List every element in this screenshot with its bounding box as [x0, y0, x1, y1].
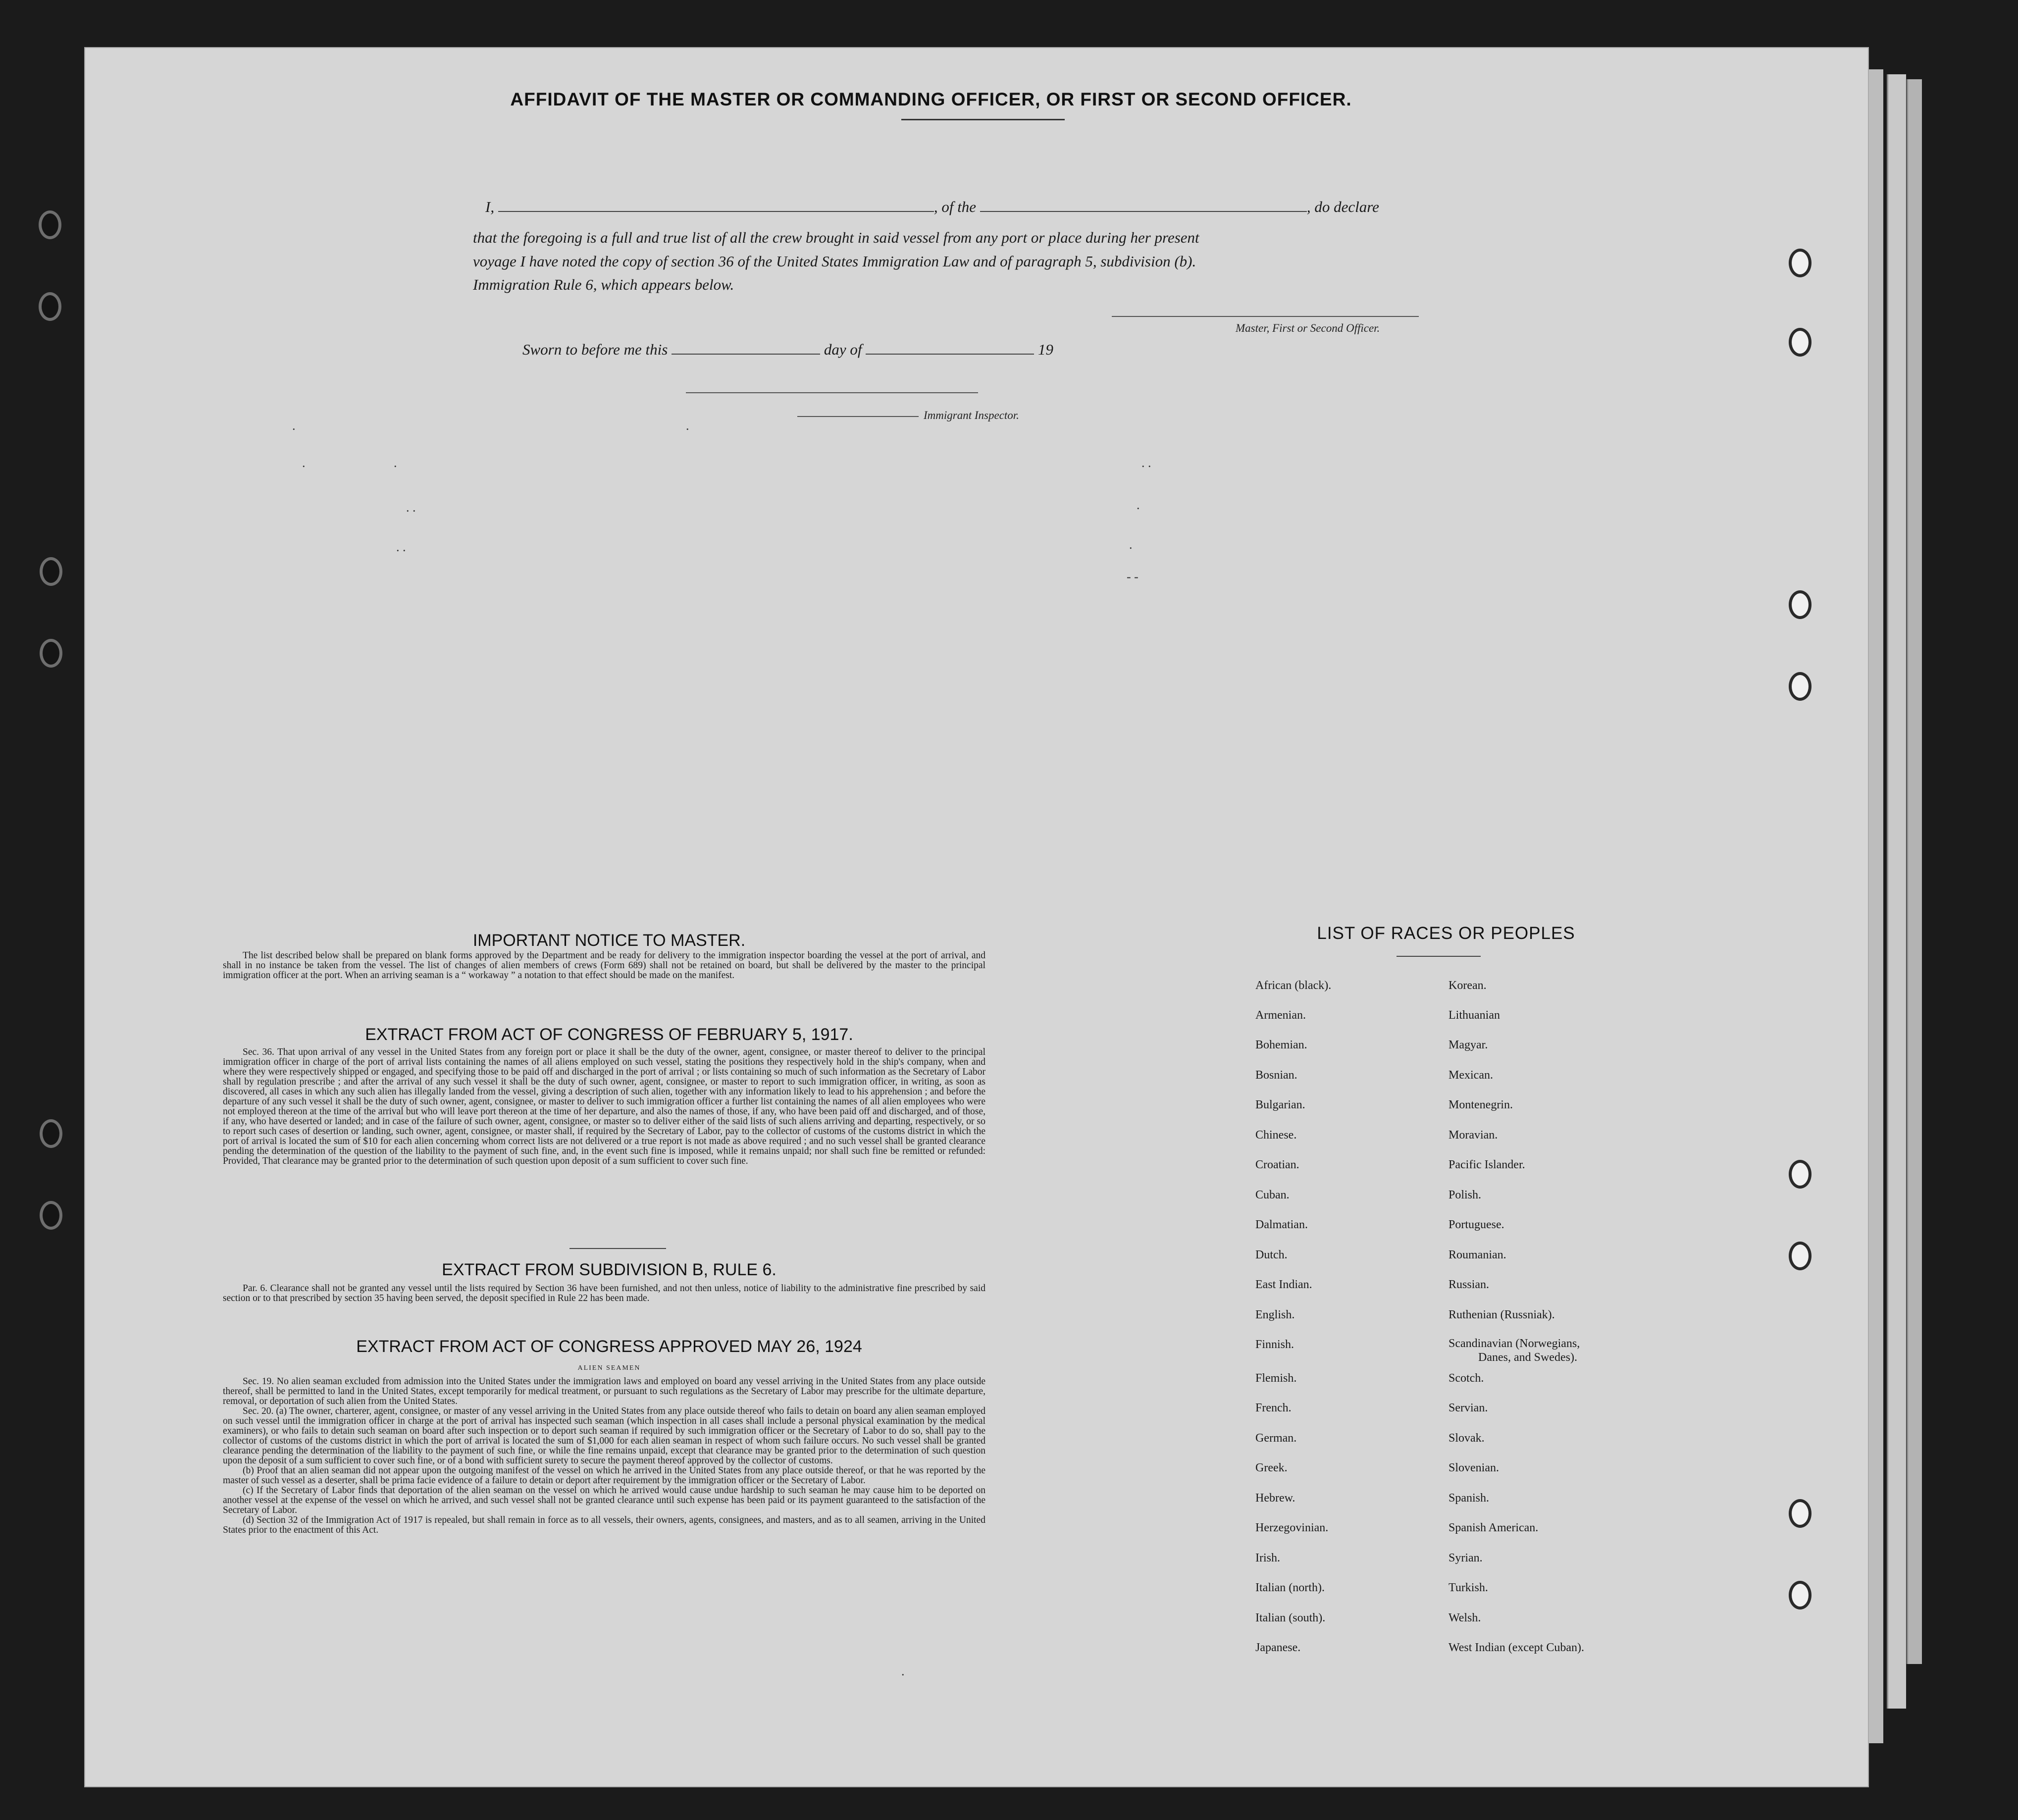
race-item: German. [1255, 1432, 1297, 1445]
race-item: Pacific Islander. [1449, 1158, 1525, 1171]
race-item: Bohemian. [1255, 1039, 1307, 1051]
stray-mark: . [1137, 498, 1140, 512]
race-item: Italian (north). [1255, 1581, 1325, 1594]
declaration-line-1 [485, 198, 1379, 216]
race-item: Slovenian. [1449, 1461, 1499, 1474]
section-36-paragraph: Sec. 36. That upon arrival of any vessel in the United States from any foreign port or place it shall be the duty of the owner, agent, consignee, or master thereof to deliver to the principal immigration officer in charge of the port of arrival lists containing the names of all aliens employed on such vessel, stating the positions they respectively hold in the ship's company, when and where they were respectively shipped or engaged, and specifying those to be paid off and discharged in the port of arrival ; or lists containing so much of such information as the Secretary of Labor shall by regulation prescribe ; and after the arrival of any such vessel it shall be the duty of such owner, agent, consignee, or master to report to such immigration officer, in writing, as soon as discovered, all cases in which any such alien has illegally landed from the vessel, giving a description of such alien, together with any information likely to lead to his apprehension ; and before the departure of any such vessel it shall be the duty of such owner, agent, consignee, or master to deliver to such immigration officer a further list containing the names of all alien employees who were not employed thereon at the time of the arrival but who will leave port thereon at the time of her departure, and also the names of those, if any, who have been paid off and discharged, and of those, if any, who have deserted or landed; and in case of the failure of such owner, agent, consignee, or master so to deliver either of the said lists of such aliens arriving and departing, respectively, or so to report such cases of desertion or landing, such owner, agent, consignee, or master shall, if required by the Secretary of Labor, pay to the collector of customs of the customs district in which the port of arrival is located the sum of $10 for each alien concerning whom correct lists are not delivered or a true report is not made as above required ; and no such vessel shall be granted clearance pending the determination of the question of the liability to the payment of such fine, and, in the event such fine is imposed, while it remains unpaid; nor shall such fine be remitted or refunded: Provided, That clearance may be granted prior to the determination of such question upon deposit of a sum sufficient to cover such fine. [223, 1047, 985, 1166]
sec-19-paragraph: Sec. 19. No alien seaman excluded from admission into the United States under the immigration laws and employed on board any vessel arriving in the United States from any place outside thereof, shall be permitted to land in the United States, except temporarily for medical treatment, or pursuant to such regulations as the Secretary of Labor may prescribe for the ultimate departure, removal, or deportation of such alien from the United States. [223, 1376, 985, 1406]
race-item: Greek. [1255, 1461, 1288, 1474]
sworn-line [522, 341, 1053, 359]
binder-hole-icon [1789, 328, 1811, 357]
binder-hole-icon [1789, 1242, 1811, 1270]
do-declare-text: , do declare [1306, 198, 1379, 215]
master-signature-line [1112, 316, 1419, 317]
race-item: Japanese. [1255, 1641, 1301, 1654]
inspector-signature-line [797, 416, 919, 417]
race-item: Bosnian. [1255, 1069, 1297, 1082]
binder-hole-icon [1789, 1160, 1811, 1189]
stray-mark: . [302, 456, 306, 470]
vessel-blank [980, 200, 1307, 212]
stray-mark: . [686, 418, 689, 433]
race-item: Bulgarian. [1255, 1098, 1305, 1111]
race-item: Croatian. [1255, 1158, 1299, 1171]
race-item: Portuguese. [1449, 1218, 1504, 1231]
binder-hole-icon [40, 1119, 62, 1148]
declaration-i: I, [485, 198, 495, 215]
race-item: Turkish. [1449, 1581, 1488, 1594]
sec-20d-paragraph: (d) Section 32 of the Immigration Act of 1917 is repealed, but shall remain in force as to all vessels, their owners, agents, consignees, and masters, and as to all seamen, arriving in the United States prior to the enactment of this Act. [223, 1515, 985, 1535]
notice-text [223, 951, 985, 981]
race-item: Montenegrin. [1449, 1098, 1513, 1111]
race-item: Danes, and Swedes). [1478, 1351, 1577, 1364]
stray-mark: . . [1141, 456, 1151, 470]
notice-paragraph: The list described below shall be prepared on blank forms approved by the Department and be ready for delivery to the immigration inspector boarding the vessel at the port of arrival, and shall in no instance be taken from the vessel. The list of changes of alien members of crews (Form 689) shall not be retained on board, but shall be delivered by the master to the principal immigration officer at the port. When an arriving seaman is a “ workaway ” a notation to that effect should be made on the manifest. [223, 950, 985, 981]
race-item: Ruthenian (Russniak). [1449, 1308, 1555, 1321]
race-item: African (black). [1255, 979, 1332, 992]
sworn-text: Sworn to before me this [522, 341, 668, 358]
rule-6-text [223, 1284, 985, 1303]
extract-1917-title: EXTRACT FROM ACT OF CONGRESS OF FEBRUARY 5, 1917. [365, 1025, 853, 1044]
section-divider [569, 1248, 666, 1249]
race-item: Welsh. [1449, 1612, 1481, 1624]
races-title-underline [1397, 956, 1481, 957]
rule-6-paragraph: Par. 6. Clearance shall not be granted any vessel until the lists required by Section 36 have been furnished, and not then unless, notice of liability to the administrative fine prescribed by said section or to that prescribed by section 35 having been served, the deposit specified in Rule 22 has been made. [223, 1283, 985, 1303]
race-item: Cuban. [1255, 1189, 1290, 1201]
race-item: Armenian. [1255, 1009, 1306, 1022]
day-of-text: day of [824, 341, 862, 358]
extract-1917-text [223, 1047, 985, 1166]
binder-hole-icon [1789, 590, 1811, 619]
declaration-line-3: voyage I have noted the copy of section 36 of the United States Immigration Law and of paragraph 5, subdivision (b). [473, 253, 1196, 270]
race-item: Russian. [1449, 1278, 1490, 1291]
binder-hole-icon [39, 292, 61, 321]
binder-hole-icon [1789, 1581, 1811, 1610]
binder-hole-icon [39, 210, 61, 239]
race-item: Flemish. [1255, 1372, 1297, 1385]
notice-title: IMPORTANT NOTICE TO MASTER. [472, 931, 746, 950]
name-blank [498, 200, 934, 212]
race-item: Lithuanian [1449, 1009, 1500, 1022]
stray-mark: . [292, 418, 296, 433]
stray-mark: . . [396, 540, 406, 554]
race-item: English. [1255, 1308, 1295, 1321]
race-item: West Indian (except Cuban). [1449, 1641, 1584, 1654]
race-item: East Indian. [1255, 1278, 1312, 1291]
declaration-line-2: that the foregoing is a full and true list of all the crew brought in said vessel from any port or place during her present [473, 229, 1199, 246]
race-item: Scandinavian (Norwegians, [1449, 1337, 1580, 1350]
race-item: Polish. [1449, 1189, 1482, 1201]
race-item: French. [1255, 1402, 1292, 1414]
race-item: Slovak. [1449, 1432, 1485, 1445]
race-item: Spanish. [1449, 1492, 1490, 1505]
extract-1924-title: EXTRACT FROM ACT OF CONGRESS APPROVED MAY 26, 1924 [356, 1337, 862, 1356]
affidavit-title: AFFIDAVIT OF THE MASTER OR COMMANDING OFFICER, OR FIRST OR SECOND OFFICER. [510, 89, 1352, 109]
stray-mark: . . [406, 500, 416, 515]
race-item: Dutch. [1255, 1248, 1288, 1261]
race-item: Herzegovinian. [1255, 1521, 1329, 1534]
sec-20b-paragraph: (b) Proof that an alien seaman did not appear upon the outgoing manifest of the vessel on which he arrived in the United States from any place outside thereof, or that he was reported by the master of such vessel as a deserter, shall be prima facie evidence of a failure to detain or deport after requirement by the immigration officer or the Secretary of Labor. [223, 1465, 985, 1486]
race-item: Spanish American. [1449, 1521, 1539, 1534]
race-item: Finnish. [1255, 1338, 1294, 1351]
race-item: Chinese. [1255, 1129, 1297, 1142]
race-item: Moravian. [1449, 1129, 1498, 1142]
binder-hole-icon [1789, 1499, 1811, 1528]
race-item: Hebrew. [1255, 1492, 1295, 1505]
stray-mark: . [1129, 537, 1133, 552]
stray-mark: . [901, 1664, 905, 1678]
inspector-caption: Immigrant Inspector. [924, 409, 1019, 421]
rule-6-title: EXTRACT FROM SUBDIVISION B, RULE 6. [442, 1260, 776, 1279]
page-edge [1907, 79, 1922, 1664]
binder-hole-icon [1789, 249, 1811, 277]
declaration-line-4: Immigration Rule 6, which appears below. [473, 276, 734, 293]
page-edge [1887, 74, 1906, 1709]
race-item: Servian. [1449, 1402, 1488, 1414]
binder-hole-icon [40, 557, 62, 586]
year-text: 19 [1037, 341, 1053, 358]
stray-mark: . [394, 456, 397, 470]
races-title: LIST OF RACES OR PEOPLES [1317, 924, 1575, 943]
binder-hole-icon [1789, 672, 1811, 701]
race-item: Scotch. [1449, 1372, 1484, 1385]
race-item: Italian (south). [1255, 1612, 1326, 1624]
sworn-day-blank [672, 343, 820, 355]
sec-20c-paragraph: (c) If the Secretary of Labor finds that deportation of the alien seaman on the vessel on which he arrived would cause undue hardship to such seaman he may cause him to be deported on another vessel at the expense of the vessel on which he arrived, and such vessel shall not be granted clearance until such expense has been paid or its payment guaranteed to the satisfaction of the Secretary of Labor. [223, 1485, 985, 1515]
of-the-text: , of the [933, 198, 977, 215]
alien-seamen-subtitle: ALIEN SEAMEN [577, 1364, 641, 1372]
extract-1924-text [223, 1377, 985, 1535]
inspector-signature-line-upper [686, 392, 978, 393]
race-item: Magyar. [1449, 1039, 1488, 1051]
race-item: Irish. [1255, 1552, 1280, 1564]
title-underline [901, 119, 1065, 120]
sworn-month-blank [866, 343, 1034, 355]
race-item: Korean. [1449, 979, 1487, 992]
stray-mark: - - [1127, 570, 1138, 584]
race-item: Mexican. [1449, 1069, 1493, 1082]
sec-20a-paragraph: Sec. 20. (a) The owner, charterer, agent, consignee, or master of any vessel arriving in the United States from any place outside thereof who fails to detain on board any alien seaman employed on such vessel until the immigration officer in charge at the port of arrival has inspected such seaman (which inspection in all cases shall include a personal physical examination by the medical examiners), or who fails to detain such seaman on board after such inspection or to deport such seaman if required by such immigration officer or the Secretary of Labor to do so, shall pay to the collector of customs of the customs district in which the port of arrival is located the sum of $1,000 for each alien seaman in respect of whom such failure occurs. No such vessel shall be granted clearance pending the determination of the liability to the payment of such fine, or while the fine remains unpaid, except that clearance may be granted prior to the determination of such question upon the deposit of a sum sufficient to cover such fine, or of a bond with sufficient surety to secure the payment thereof approved by the collector of customs. [223, 1406, 985, 1466]
binder-hole-icon [40, 639, 62, 668]
race-item: Syrian. [1449, 1552, 1483, 1564]
binder-hole-icon [40, 1201, 62, 1230]
master-caption: Master, First or Second Officer. [1236, 322, 1380, 334]
race-item: Roumanian. [1449, 1248, 1506, 1261]
race-item: Dalmatian. [1255, 1218, 1308, 1231]
